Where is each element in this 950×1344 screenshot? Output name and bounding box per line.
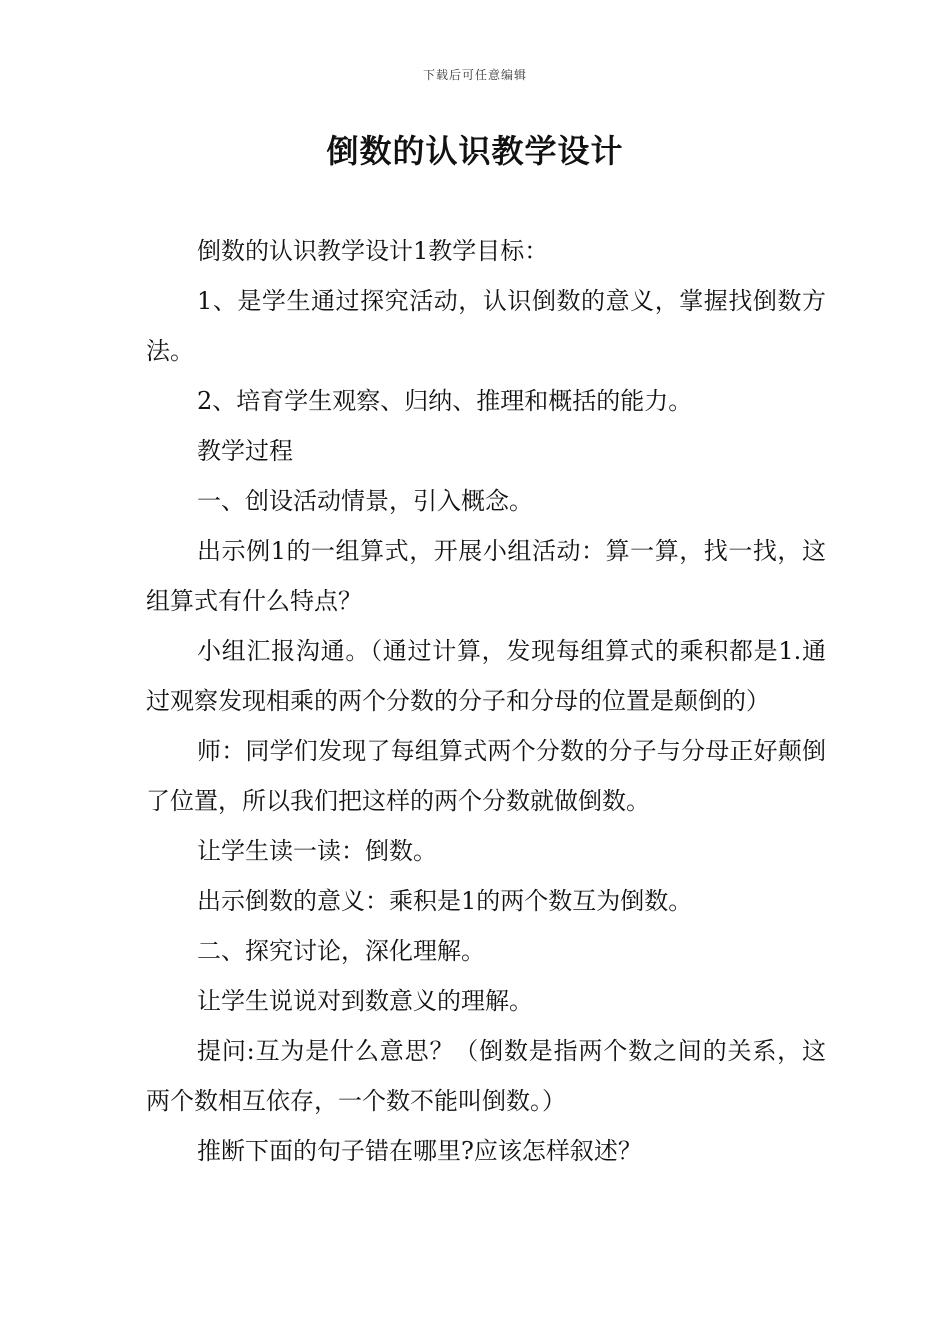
paragraph-teacher-remark: 师：同学们发现了每组算式两个分数的分子与分母正好颠倒了位置，所以我们把这样的两个分数就做倒数。 [146, 737, 826, 815]
document-body [146, 226, 826, 1176]
document-title: 倒数的认识教学设计 [326, 132, 624, 170]
paragraph-section-1-heading: 一、创设活动情景，引入概念。 [197, 487, 533, 515]
header-note: 下载后可任意编辑 [422, 68, 527, 82]
paragraph-understanding: 让学生说说对到数意义的理解。 [197, 987, 533, 1015]
paragraph-read-aloud: 让学生读一读：倒数。 [197, 837, 437, 865]
paragraph-example-1: 出示例1的一组算式，开展小组活动：算一算，找一找，这组算式有什么特点？ [146, 537, 826, 615]
paragraph-group-report: 小组汇报沟通。（通过计算，发现每组算式的乘积都是1.通过观察发现相乘的两个分数的分子和分母的位置是颠倒的） [146, 637, 826, 715]
paragraph-objective-2: 2、培育学生观察、归纳、推理和概括的能力。 [197, 387, 693, 415]
paragraph-objective-1: 1、是学生通过探究活动，认识倒数的意义，掌握找倒数方法。 [146, 287, 826, 365]
paragraph-objectives-heading: 倒数的认识教学设计1教学目标： [197, 237, 549, 265]
paragraph-definition: 出示倒数的意义：乘积是1的两个数互为倒数。 [197, 887, 693, 915]
paragraph-section-2-heading: 二、探究讨论，深化理解。 [197, 937, 485, 965]
paragraph-question: 提问:互为是什么意思？（倒数是指两个数之间的关系，这两个数相互依存，一个数不能叫倒数。） [146, 1037, 826, 1115]
paragraph-judge-sentences: 推断下面的句子错在哪里?应该怎样叙述？ [197, 1137, 642, 1165]
paragraph-process-heading: 教学过程 [197, 437, 293, 465]
